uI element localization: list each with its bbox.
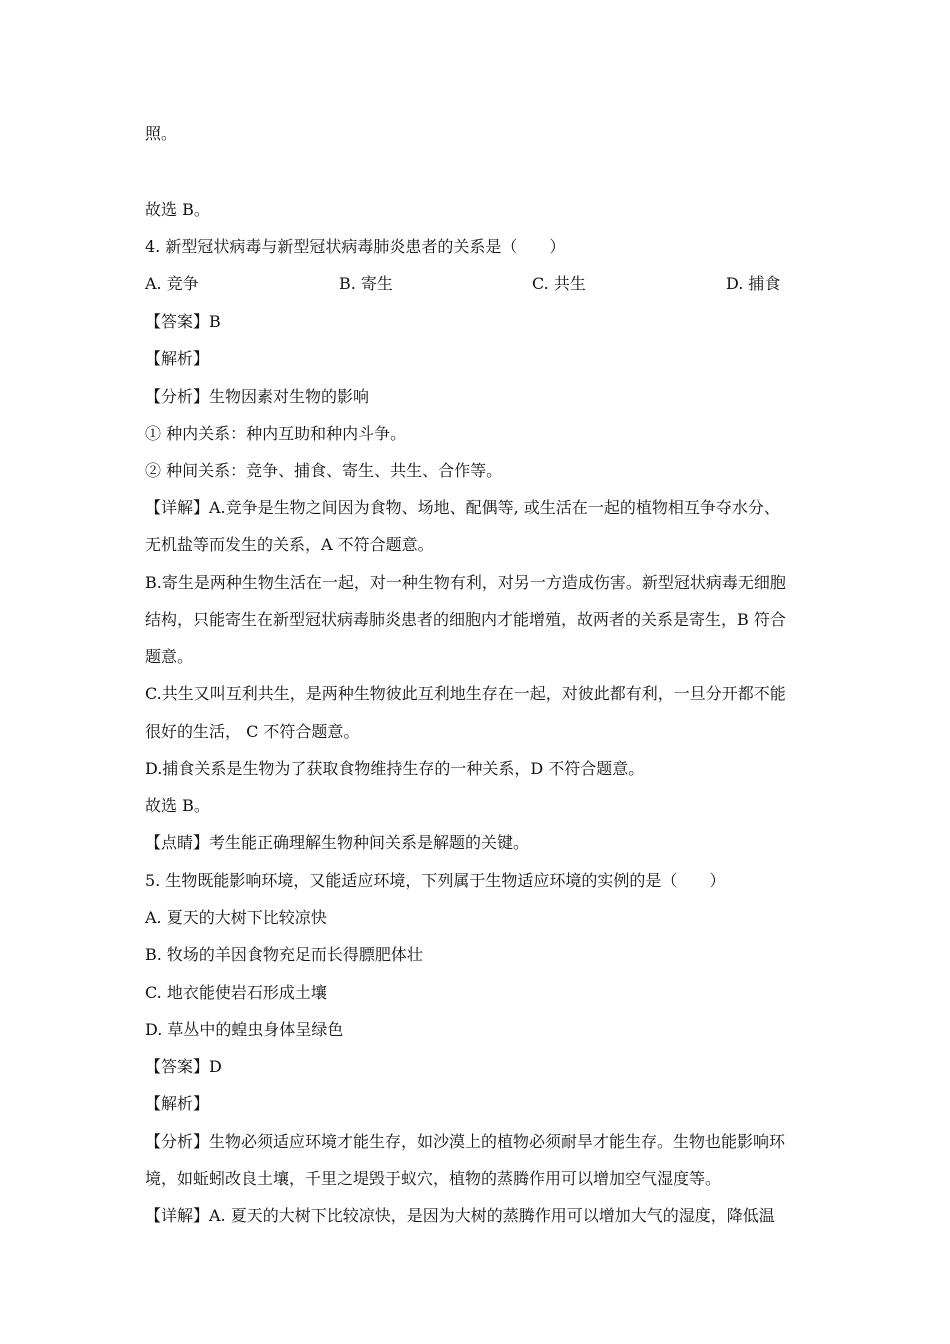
answer-option: C. 共生: [532, 274, 586, 293]
answer-option: B. 寄生: [339, 274, 393, 293]
answer-option: D. 捕食: [726, 274, 781, 293]
text-line: 【点睛】考生能正确理解生物种间关系是解题的关键。: [145, 833, 530, 852]
text-line: 【答案】B: [145, 312, 221, 331]
text-line: C.共生又叫互利共生，是两种生物彼此互利地生存在一起，对彼此都有利，一旦分开都不能: [145, 684, 786, 703]
text-line: B. 牧场的羊因食物充足而长得膘肥体壮: [145, 945, 423, 964]
text-line: ① 种内关系：种内互助和种内斗争。: [145, 424, 407, 443]
text-line: 很好的生活， C 不符合题意。: [145, 722, 360, 741]
text-line: 故选 B。: [145, 200, 210, 219]
text-line: 故选 B。: [145, 796, 210, 815]
text-line: 境，如蚯蚓改良土壤，千里之堤毁于蚁穴，植物的蒸腾作用可以增加空气湿度等。: [145, 1169, 722, 1188]
text-line: 【答案】D: [145, 1057, 222, 1076]
text-line: D.捕食关系是生物为了获取食物维持生存的一种关系，D 不符合题意。: [145, 759, 645, 778]
answer-option: A. 竞争: [145, 274, 199, 293]
text-line: 【分析】生物因素对生物的影响: [145, 387, 370, 406]
text-line: D. 草丛中的蝗虫身体呈绿色: [145, 1020, 344, 1039]
text-line: 无机盐等而发生的关系，A 不符合题意。: [145, 535, 434, 554]
text-line: A. 夏天的大树下比较凉快: [145, 908, 327, 927]
text-line: 【解析】: [145, 1094, 210, 1113]
text-line: C. 地衣能使岩石形成土壤: [145, 983, 327, 1002]
text-line: 【解析】: [145, 349, 210, 368]
text-line: 【详解】A. 夏天的大树下比较凉快，是因为大树的蒸腾作用可以增加大气的湿度，降低温: [145, 1206, 775, 1225]
text-line: 【分析】生物必须适应环境才能生存，如沙漠上的植物必须耐旱才能生存。生物也能影响环: [145, 1132, 786, 1151]
text-line: 题意。: [145, 647, 194, 666]
text-line: 照。: [145, 124, 178, 143]
text-line: 5. 生物既能影响环境，又能适应环境，下列属于生物适应环境的实例的是（ ）: [145, 871, 726, 890]
text-line: ② 种间关系：竞争、捕食、寄生、共生、合作等。: [145, 461, 503, 480]
text-line: 4. 新型冠状病毒与新型冠状病毒肺炎患者的关系是（ ）: [145, 237, 566, 256]
text-line: 【详解】A.竞争是生物之间因为食物、场地、配偶等, 或生活在一起的植物相互争夺水分、: [145, 498, 780, 517]
text-line: B.寄生是两种生物生活在一起，对一种生物有利，对另一方造成伤害。新型冠状病毒无细胞: [145, 573, 786, 592]
text-line: 结构，只能寄生在新型冠状病毒肺炎患者的细胞内才能增殖，故两者的关系是寄生，B 符合: [145, 610, 786, 629]
